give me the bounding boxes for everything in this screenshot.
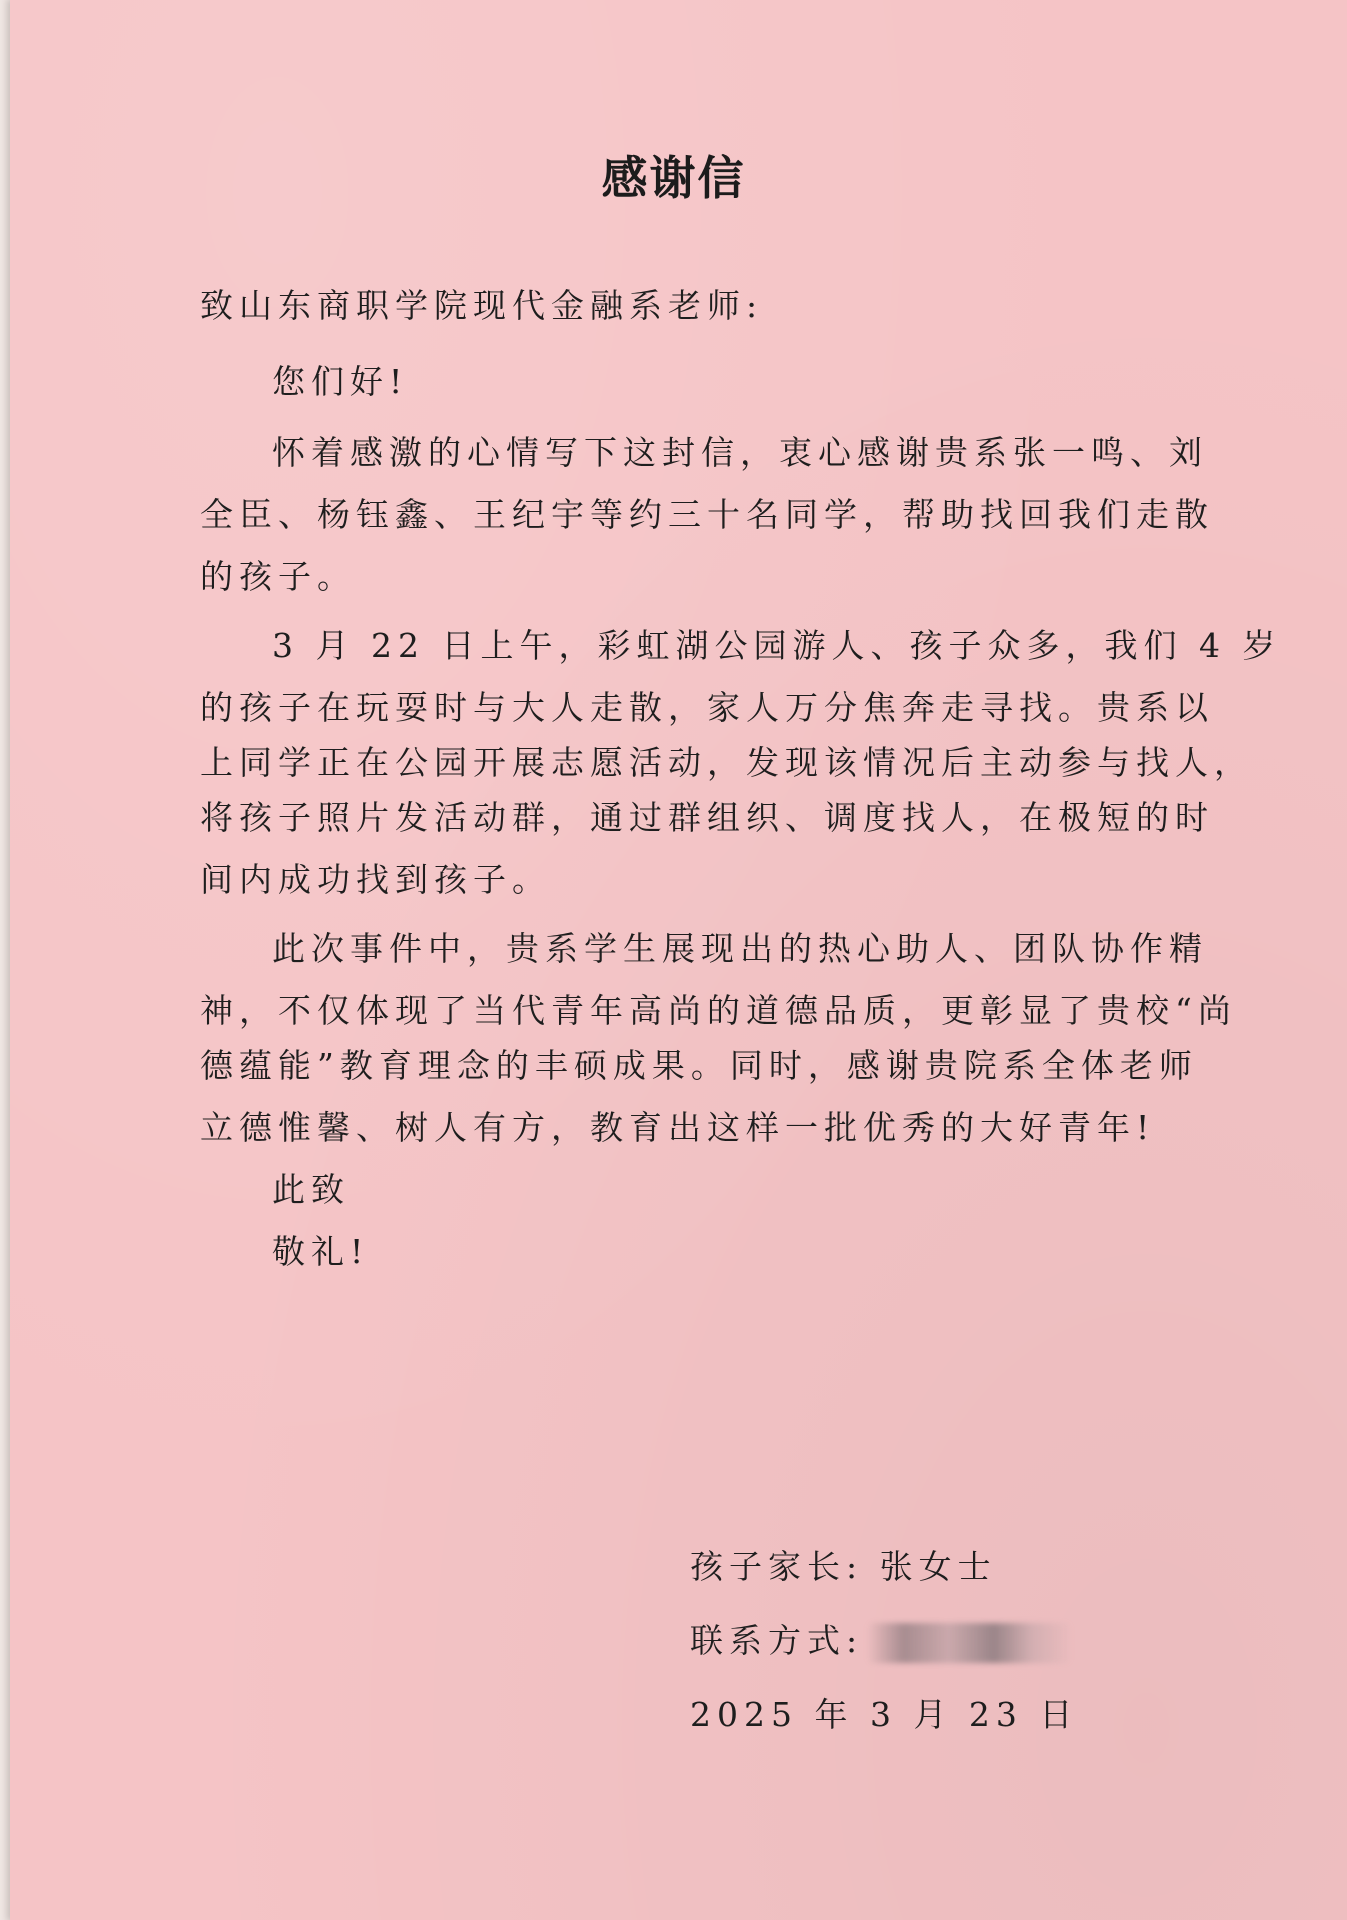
paragraph-line: 间内成功找到孩子。 <box>200 860 551 899</box>
paragraph-line: 的孩子。 <box>200 557 356 596</box>
paragraph-line: 将孩子照片发活动群，通过群组织、调度找人，在极短的时 <box>200 798 1214 837</box>
salutation: 致山东商职学院现代金融系老师: <box>200 286 764 325</box>
paragraph-3 <box>200 914 1237 1162</box>
paragraph-1 <box>200 418 1214 611</box>
paragraph-line: 全臣、杨钰鑫、王纪宇等约三十名同学，帮助找回我们走散 <box>200 495 1214 534</box>
letter-date: 2025 年 3 月 23 日 <box>690 1695 1079 1734</box>
paragraph-line: 此次事件中，贵系学生展现出的热心助人、团队协作精 <box>272 929 1208 968</box>
signature-block <box>690 1530 1078 1752</box>
parent-signature: 孩子家长: 张女士 <box>690 1547 997 1586</box>
paragraph-line: 神，不仅体现了当代青年高尚的道德品质，更彰显了贵校“尚 <box>200 991 1237 1030</box>
closing-line-1: 此致 <box>272 1170 350 1209</box>
paragraph-line: 3 月 22 日上午，彩虹湖公园游人、孩子众多，我们 4 岁 <box>272 626 1282 665</box>
paragraph-line: 怀着感激的心情写下这封信，衷心感谢贵系张一鸣、刘 <box>272 433 1208 472</box>
letter-body <box>200 286 1282 1286</box>
paragraph-line: 上同学正在公园开展志愿活动，发现该情况后主动参与找人， <box>200 743 1253 782</box>
page-title: 感谢信 <box>601 151 746 205</box>
paragraph-line: 的孩子在玩耍时与大人走散，家人万分焦奔走寻找。贵系以 <box>200 688 1214 727</box>
redacted-contact-blur <box>867 1623 1072 1663</box>
contact-line <box>690 1604 1078 1678</box>
greeting: 您们好! <box>272 362 409 401</box>
closing-line-2: 敬礼! <box>272 1232 370 1271</box>
paragraph-2 <box>200 611 1282 914</box>
contact-label: 联系方式: <box>690 1621 864 1660</box>
paragraph-line: 立德惟馨、树人有方，教育出这样一批优秀的大好青年! <box>200 1108 1156 1147</box>
paragraph-line: 德蕴能”教育理念的丰硕成果。同时，感谢贵院系全体老师 <box>200 1046 1198 1085</box>
